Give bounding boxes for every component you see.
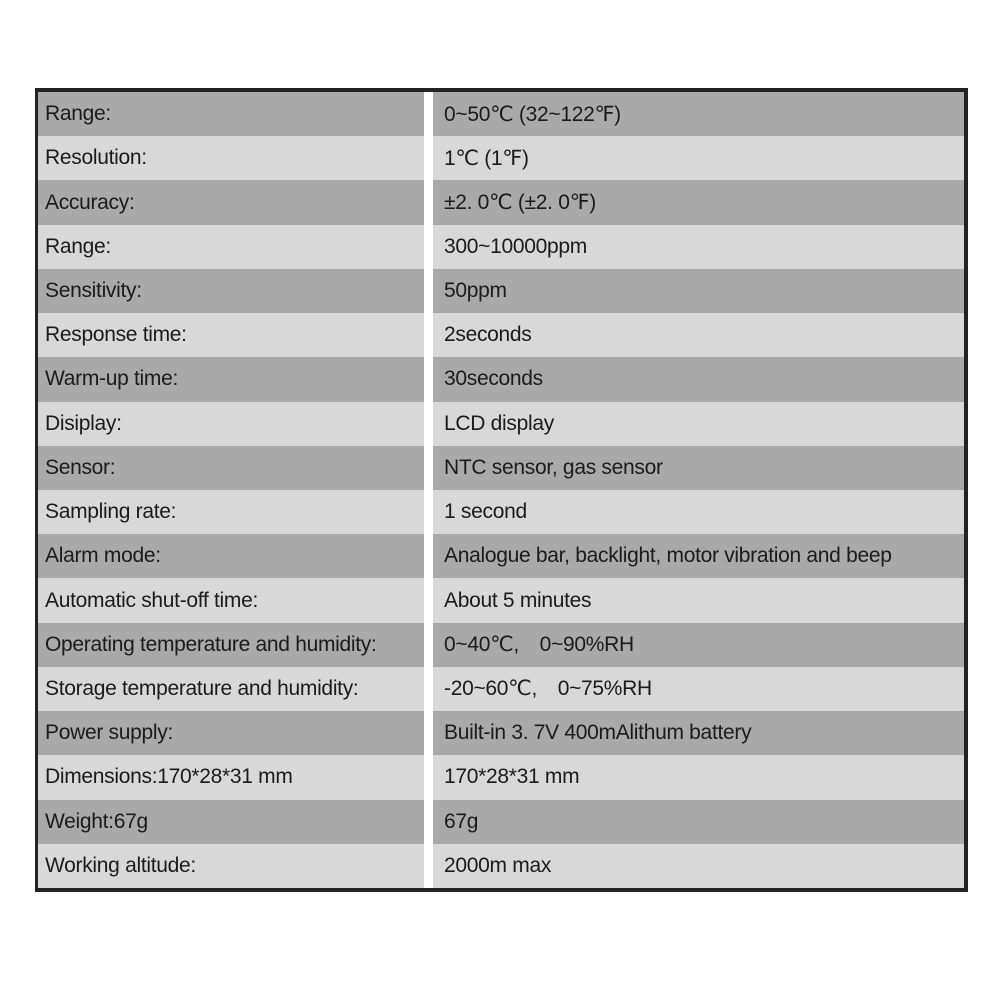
- spec-label: Alarm mode:: [38, 534, 424, 578]
- spec-label: Resolution:: [38, 136, 424, 180]
- spec-label: Operating temperature and humidity:: [38, 623, 424, 667]
- spec-label: Sampling rate:: [38, 490, 424, 534]
- table-row: [38, 92, 964, 136]
- column-divider: [424, 357, 433, 401]
- table-row: [38, 313, 964, 357]
- spec-value: 2000m max: [433, 844, 964, 888]
- spec-value: 1 second: [433, 490, 964, 534]
- spec-label: Response time:: [38, 313, 424, 357]
- spec-label: Accuracy:: [38, 180, 424, 224]
- spec-value: 300~10000ppm: [433, 225, 964, 269]
- column-divider: [424, 755, 433, 799]
- spec-label: Sensor:: [38, 446, 424, 490]
- spec-table: [35, 88, 968, 892]
- column-divider: [424, 490, 433, 534]
- table-row: [38, 180, 964, 224]
- spec-label: Power supply:: [38, 711, 424, 755]
- spec-value: 50ppm: [433, 269, 964, 313]
- table-row: [38, 136, 964, 180]
- spec-value: 2seconds: [433, 313, 964, 357]
- table-row: [38, 844, 964, 888]
- column-divider: [424, 800, 433, 844]
- column-divider: [424, 313, 433, 357]
- spec-value: 30seconds: [433, 357, 964, 401]
- column-divider: [424, 844, 433, 888]
- spec-value: 67g: [433, 800, 964, 844]
- table-row: [38, 402, 964, 446]
- spec-value: About 5 minutes: [433, 578, 964, 622]
- column-divider: [424, 225, 433, 269]
- spec-value: -20~60℃, 0~75%RH: [433, 667, 964, 711]
- column-divider: [424, 534, 433, 578]
- column-divider: [424, 92, 433, 136]
- spec-value: 0~50℃ (32~122℉): [433, 92, 964, 136]
- spec-label: Sensitivity:: [38, 269, 424, 313]
- table-row: [38, 667, 964, 711]
- spec-value: 170*28*31 mm: [433, 755, 964, 799]
- table-row: [38, 623, 964, 667]
- spec-value: LCD display: [433, 402, 964, 446]
- spec-label: Range:: [38, 92, 424, 136]
- column-divider: [424, 136, 433, 180]
- spec-label: Disiplay:: [38, 402, 424, 446]
- table-row: [38, 225, 964, 269]
- table-row: [38, 269, 964, 313]
- spec-value: Built-in 3. 7V 400mAlithum battery: [433, 711, 964, 755]
- table-row: [38, 578, 964, 622]
- spec-value: 1℃ (1℉): [433, 136, 964, 180]
- column-divider: [424, 578, 433, 622]
- spec-value: ±2. 0℃ (±2. 0℉): [433, 180, 964, 224]
- table-row: [38, 755, 964, 799]
- spec-value: Analogue bar, backlight, motor vibration and beep: [433, 534, 964, 578]
- table-row: [38, 534, 964, 578]
- table-row: [38, 800, 964, 844]
- spec-label: Dimensions:170*28*31 mm: [38, 755, 424, 799]
- table-row: [38, 357, 964, 401]
- column-divider: [424, 180, 433, 224]
- table-row: [38, 446, 964, 490]
- column-divider: [424, 269, 433, 313]
- table-row: [38, 490, 964, 534]
- column-divider: [424, 667, 433, 711]
- spec-label: Weight:67g: [38, 800, 424, 844]
- spec-label: Storage temperature and humidity:: [38, 667, 424, 711]
- table-row: [38, 711, 964, 755]
- column-divider: [424, 446, 433, 490]
- column-divider: [424, 402, 433, 446]
- spec-value: NTC sensor, gas sensor: [433, 446, 964, 490]
- spec-label: Working altitude:: [38, 844, 424, 888]
- column-divider: [424, 711, 433, 755]
- spec-value: 0~40℃, 0~90%RH: [433, 623, 964, 667]
- spec-label: Automatic shut-off time:: [38, 578, 424, 622]
- column-divider: [424, 623, 433, 667]
- spec-label: Range:: [38, 225, 424, 269]
- spec-label: Warm-up time:: [38, 357, 424, 401]
